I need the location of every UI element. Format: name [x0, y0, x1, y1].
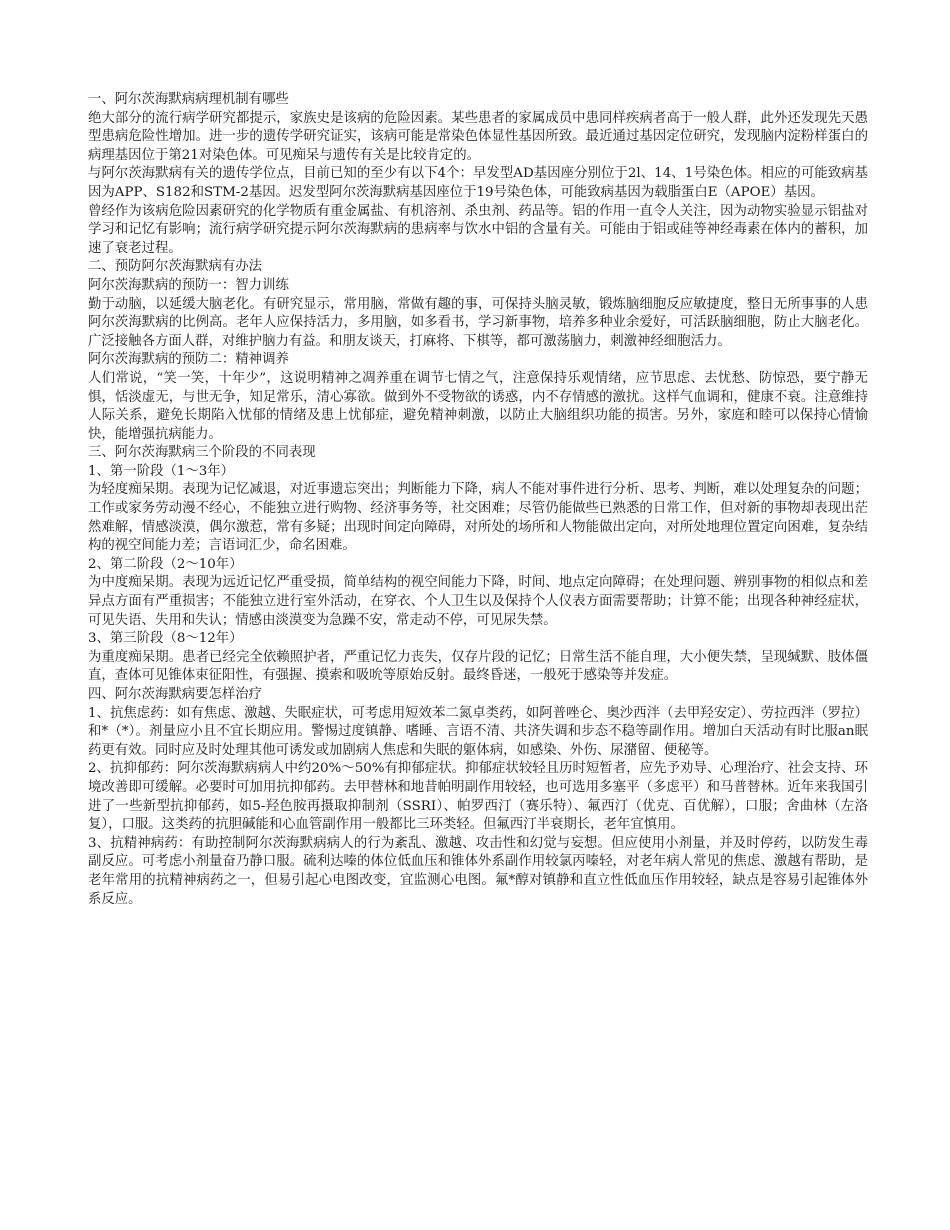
paragraph-antipsychotics: 3、抗精神病药：有助控制阿尔茨海默病病人的行为紊乱、激越、攻击性和幻觉与妄想。但应使用小剂量，并及时停药，以防发生毒副反应。可考虑小剂量奋乃静口服。硫利达嗪的体位低血压和锥体外系副作用较氯丙嗪轻，对老年病人常见的焦虑、激越有帮助，是老年常用的抗精神病药之一，但易引起心电图改变，宜监测心电图。氟*醇对镇静和直立性低血压作用较轻，缺点是容易引起锥体外系反应。 [88, 835, 868, 907]
subheading-stage-two: 2、第二阶段（2～10年） [88, 556, 243, 572]
paragraph-stage-two: 为中度痴呆期。表现为远近记忆严重受损，简单结构的视空间能力下降，时间、地点定向障碍；在处理问题、辨别事物的相似点和差异点方面有严重损害；不能独立进行室外活动，在穿衣、个人卫生以及保持个人仪表方面需要帮助；计算不能；出现各种神经症状，可见失语、失用和失认；情感由淡漠变为急躁不安，常走动不停，可见尿失禁。 [88, 575, 868, 628]
paragraph-genetic-loci: 与阿尔茨海默病有关的遗传学位点，目前已知的至少有以下4个：早发型AD基因座分别位于2l、14、1号染色体。相应的可能致病基因为APP、S182和STM-2基因。迟发型阿尔茨海默病基因座位于19号染色体，可能致病基因为载脂蛋白E（APOE）基因。 [88, 166, 868, 200]
section-heading-pathology: 一、阿尔茨海默病病理机制有哪些 [88, 92, 289, 107]
paragraph-antidepressants: 2、抗抑郁药：阿尔茨海默病病人中约20%～50%有抑郁症状。抑郁症状较轻且历时短暂者，应先予劝导、心理治疗、社会支持、环境改善即可缓解。必要时可加用抗抑郁药。去甲替林和地昔帕明副作用较轻，也可选用多塞平（多虑平）和马普替林。近年来我国引进了一些新型抗抑郁药，如5-羟色胺再摄取抑制剂（SSRI）、帕罗西汀（赛乐特）、氟西汀（优克、百优解），口服；舍曲林（左洛复），口服。这类药的抗胆碱能和心血管副作用一般都比三环类轻。但氟西汀半衰期长，老年宜慎用。 [88, 761, 868, 833]
section-heading-prevention: 二、预防阿尔茨海默病有办法 [88, 259, 263, 275]
paragraph-anxiolytics: 1、抗焦虑药：如有焦虑、激越、失眠症状，可考虑用短效苯二氮卓类药，如阿普唑仑、奥沙西泮（去甲羟安定）、劳拉西泮（罗拉）和*（*）。剂量应小且不宜长期应用。警惕过度镇静、嗜睡、言语不清、共济失调和步态不稳等副作用。增加白天活动有时比服an眠药更有效。同时应及时处理其他可诱发或加剧病人焦虑和失眠的躯体病，如感染、外伤、尿潴留、便秘等。 [88, 705, 868, 758]
paragraph-mental-care: 人们常说，“笑一笑，十年少”，这说明精神之凋养重在调节七情之气，注意保持乐观情绪，应节思虑、去忧愁、防惊恐，要宁静无惧，恬淡虚无，与世无争，知足常乐，清心寡欲。做到外不受物欲的诱惑，内不存情感的激扰。这样气血调和，健康不衰。注意维持人际关系，避免长期陷入忧郁的情绪及患上忧郁症，避免精神刺激，以防止大脑组织功能的损害。另外，家庭和睦可以保持心情愉快，能增强抗病能力。 [88, 370, 868, 442]
paragraph-chemical-factors: 曾经作为该病危险因素研究的化学物质有重金属盐、有机溶剂、杀虫剂、药品等。铝的作用一直令人关注，因为动物实验显示铝盐对学习和记忆有影响；流行病学研究提示阿尔茨海默病的患病率与饮水中铝的含量有关。可能由于铝或硅等神经毒素在体内的蓄积，加速了衰老过程。 [88, 203, 868, 256]
subheading-stage-one: 1、第一阶段（1～3年） [88, 463, 235, 479]
subheading-prevention-one: 阿尔茨海默病的预防一：智力训练 [88, 277, 289, 293]
subheading-prevention-two: 阿尔茨海默病的预防二：精神调养 [88, 352, 289, 368]
paragraph-brain-training: 勤于动脑，以延缓大脑老化。有研究显示，常用脑，常做有趣的事，可保持头脑灵敏，锻炼脑细胞反应敏捷度，整日无所事事的人患阿尔茨海默病的比例高。老年人应保持活力，多用脑，如多看书，学习新事物，培养多种业余爱好，可活跃脑细胞，防止大脑老化。广泛接触各方面人群，对维护脑力有益。和朋友谈天，打麻将、下棋等，都可激荡脑力，刺激神经细胞活力。 [88, 296, 868, 349]
document-body [88, 91, 868, 909]
section-heading-stages: 三、阿尔茨海默病三个阶段的不同表现 [88, 445, 316, 461]
subheading-stage-three: 3、第三阶段（8～12年） [88, 631, 243, 647]
paragraph-family-history: 绝大部分的流行病学研究都提示，家族史是该病的危险因素。某些患者的家属成员中患同样疾病者高于一般人群，此外还发现先天愚型患病危险性增加。进一步的遗传学研究证实，该病可能是常染色体显性基因所致。最近通过基因定位研究，发现脑内淀粉样蛋白的病理基因位于第21对染色体。可见痴呆与遗传有关是比较肯定的。 [88, 110, 868, 163]
section-heading-treatment: 四、阿尔茨海默病要怎样治疗 [88, 687, 263, 702]
paragraph-stage-three: 为重度痴呆期。患者已经完全依赖照护者，严重记忆力丧失，仅存片段的记忆；日常生活不能自理，大小便失禁，呈现缄默、肢体僵直，查体可见锥体束征阳性，有强握、摸索和吸吮等原始反射。最终昏迷，一般死于感染等并发症。 [88, 649, 868, 684]
paragraph-stage-one: 为轻度痴呆期。表现为记忆减退，对近事遗忘突出；判断能力下降，病人不能对事件进行分析、思考、判断，难以处理复杂的问题；工作或家务劳动漫不经心，不能独立进行购物、经济事务等，社交困难；尽管仍能做些已熟悉的日常工作，但对新的事物却表现出茫然难解，情感淡漠，偶尔激惹，常有多疑；出现时间定向障碍，对所处的场所和人物能做出定向，对所处地理位置定向困难，复杂结构的视空间能力差；言语词汇少，命名困难。 [88, 482, 868, 554]
